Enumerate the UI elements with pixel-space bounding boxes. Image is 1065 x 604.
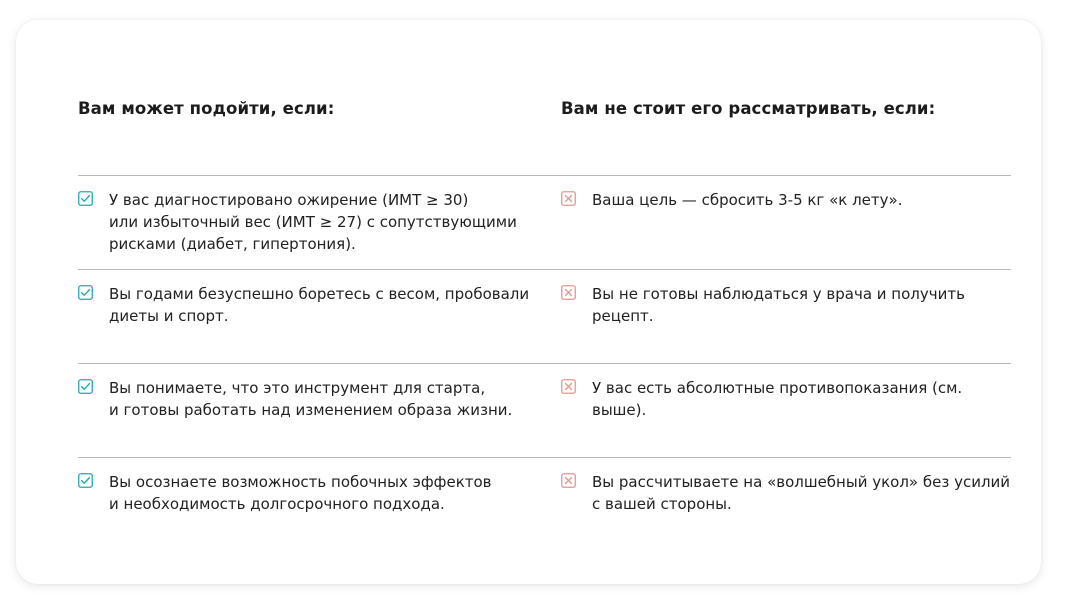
not-suitable-item xyxy=(561,471,1021,515)
checkbox-checked-icon xyxy=(78,191,93,206)
criteria-row xyxy=(78,269,1011,363)
not-suitable-item xyxy=(561,189,1021,211)
not-suitable-item-text: Вы не готовы наблюдаться у врача и получить рецепт. xyxy=(592,285,965,325)
checkbox-cross-icon xyxy=(561,379,576,394)
checkbox-cross-icon xyxy=(561,285,576,300)
criteria-card xyxy=(16,20,1041,584)
not-suitable-item-text: У вас есть абсолютные противопоказания (см. выше). xyxy=(592,379,963,419)
not-suitable-item-text: Вы рассчитываете на «волшебный укол» без усилий с вашей стороны. xyxy=(592,473,1011,513)
not-suitable-item-text: Ваша цель — сбросить 3-5 кг «к лету». xyxy=(592,191,903,209)
suitable-item-text: Вы понимаете, что это инструмент для старта, и готовы работать над изменением образа жизни. xyxy=(109,379,513,419)
suitable-item xyxy=(78,283,548,327)
suitable-item-text: У вас диагностировано ожирение (ИМТ ≥ 30) или избыточный вес (ИМТ ≥ 27) с сопутствующими рисками (диабет, гипертония). xyxy=(109,191,517,253)
not-suitable-item xyxy=(561,283,1021,327)
suitable-item xyxy=(78,189,548,255)
suitable-heading: Вам может подойти, если: xyxy=(78,99,335,118)
suitable-item xyxy=(78,471,548,515)
suitable-item-text: Вы годами безуспешно боретесь с весом, пробовали диеты и спорт. xyxy=(109,285,530,325)
not-suitable-heading: Вам не стоит его рассматривать, если: xyxy=(561,99,936,118)
criteria-row xyxy=(78,457,1011,551)
criteria-table xyxy=(78,175,1011,551)
criteria-row xyxy=(78,363,1011,457)
suitable-item-text: Вы осознаете возможность побочных эффектов и необходимость долгосрочного подхода. xyxy=(109,473,492,513)
criteria-row xyxy=(78,175,1011,269)
not-suitable-item xyxy=(561,377,1021,421)
suitable-item xyxy=(78,377,548,421)
checkbox-cross-icon xyxy=(561,191,576,206)
checkbox-cross-icon xyxy=(561,473,576,488)
checkbox-checked-icon xyxy=(78,285,93,300)
checkbox-checked-icon xyxy=(78,379,93,394)
checkbox-checked-icon xyxy=(78,473,93,488)
